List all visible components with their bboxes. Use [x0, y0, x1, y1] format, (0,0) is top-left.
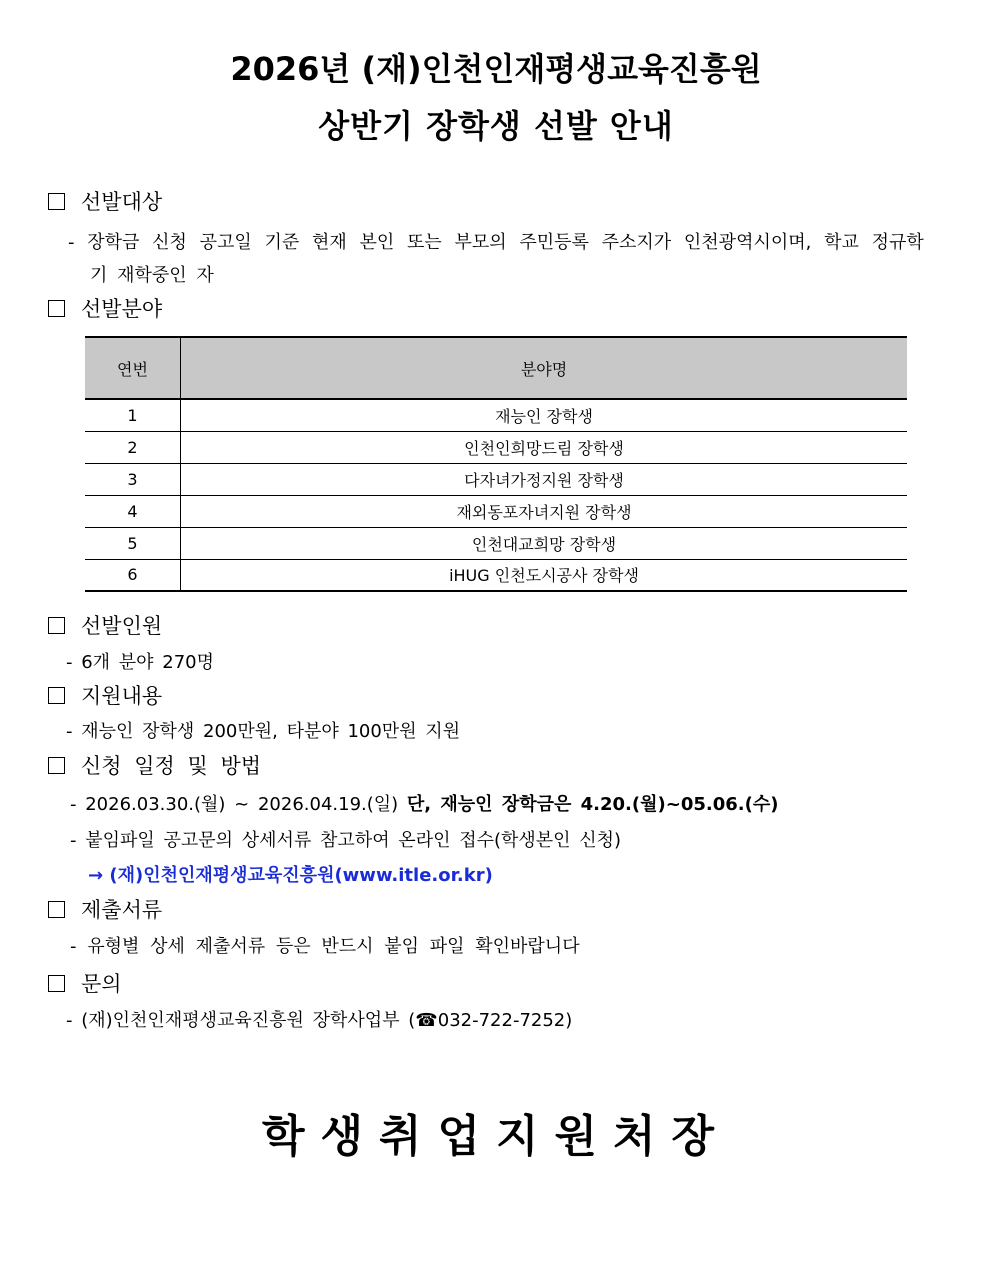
table-header-row	[85, 337, 907, 399]
checkbox-square-icon	[48, 193, 65, 210]
row-field-name: 인천인희망드림 장학생	[464, 438, 624, 458]
header-number: 연번	[85, 337, 181, 399]
table-row	[85, 527, 907, 559]
section-heading: 제출서류	[81, 898, 163, 922]
row-field-name: 다자녀가정지원 장학생	[464, 470, 624, 490]
row-number: 3	[85, 463, 181, 495]
checkbox-square-icon	[48, 901, 65, 918]
checkbox-square-icon	[48, 687, 65, 704]
row-field-name: 재외동포자녀지원 장학생	[456, 502, 632, 522]
website-link[interactable]: → (재)인천인재평생교육진흥원(www.itle.or.kr)	[88, 865, 493, 886]
count-line: - 6개 분야 270명	[66, 652, 215, 673]
issuer-signature: 학생취업지원처장	[261, 1111, 731, 1162]
section-count	[48, 610, 162, 640]
section-contact	[48, 968, 122, 998]
schedule-line1	[70, 790, 778, 816]
checkbox-square-icon	[48, 617, 65, 634]
section-fields	[48, 293, 162, 323]
row-field-name: 인천대교희망 장학생	[471, 534, 617, 554]
support-line: - 재능인 장학생 200만원, 타분야 100만원 지원	[66, 721, 461, 742]
document-title-line1: 2026년 (재)인천인재평생교육진흥원	[230, 50, 762, 88]
document-title-line2: 상반기 장학생 선발 안내	[318, 107, 674, 145]
row-number: 6	[85, 559, 181, 591]
row-number: 2	[85, 431, 181, 463]
table-row	[85, 399, 907, 431]
section-heading: 신청 일정 및 방법	[81, 754, 262, 778]
documents-line: - 유형별 상세 제출서류 등은 반드시 붙임 파일 확인바랍니다	[70, 936, 580, 957]
checkbox-square-icon	[48, 300, 65, 317]
row-number: 5	[85, 527, 181, 559]
fields-table	[85, 336, 907, 592]
target-description-line2: 기 재학중인 자	[90, 265, 214, 286]
section-target	[48, 186, 162, 216]
contact-line: - (재)인천인재평생교육진흥원 장학사업부 (☎032-722-7252)	[66, 1010, 573, 1031]
table-row	[85, 431, 907, 463]
section-heading: 선발분야	[81, 297, 163, 321]
schedule-line2: - 붙임파일 공고문의 상세서류 참고하여 온라인 접수(학생본인 신청)	[70, 830, 622, 851]
section-heading: 지원내용	[81, 684, 163, 708]
row-field-name: iHUG 인천도시공사 장학생	[449, 566, 639, 586]
row-number: 1	[85, 399, 181, 431]
schedule-dates: - 2026.03.30.(월) ~ 2026.04.19.(일)	[70, 794, 407, 815]
section-heading: 문의	[81, 972, 122, 996]
checkbox-square-icon	[48, 975, 65, 992]
table-row	[85, 495, 907, 527]
row-field-name: 재능인 장학생	[495, 406, 593, 426]
table-row	[85, 559, 907, 591]
row-number: 4	[85, 495, 181, 527]
target-description-line1: - 장학금 신청 공고일 기준 현재 본인 또는 부모의 주민등록 주소지가 인천광역시이며, 학교 정규학	[68, 232, 924, 253]
section-documents	[48, 894, 162, 924]
header-field-name: 분야명	[520, 359, 568, 379]
checkbox-square-icon	[48, 757, 65, 774]
section-heading: 선발인원	[81, 614, 163, 638]
table-row	[85, 463, 907, 495]
section-heading: 선발대상	[81, 190, 163, 214]
section-support	[48, 680, 162, 710]
schedule-note: 단, 재능인 장학금은 4.20.(월)~05.06.(수)	[406, 794, 779, 815]
section-schedule	[48, 750, 261, 780]
